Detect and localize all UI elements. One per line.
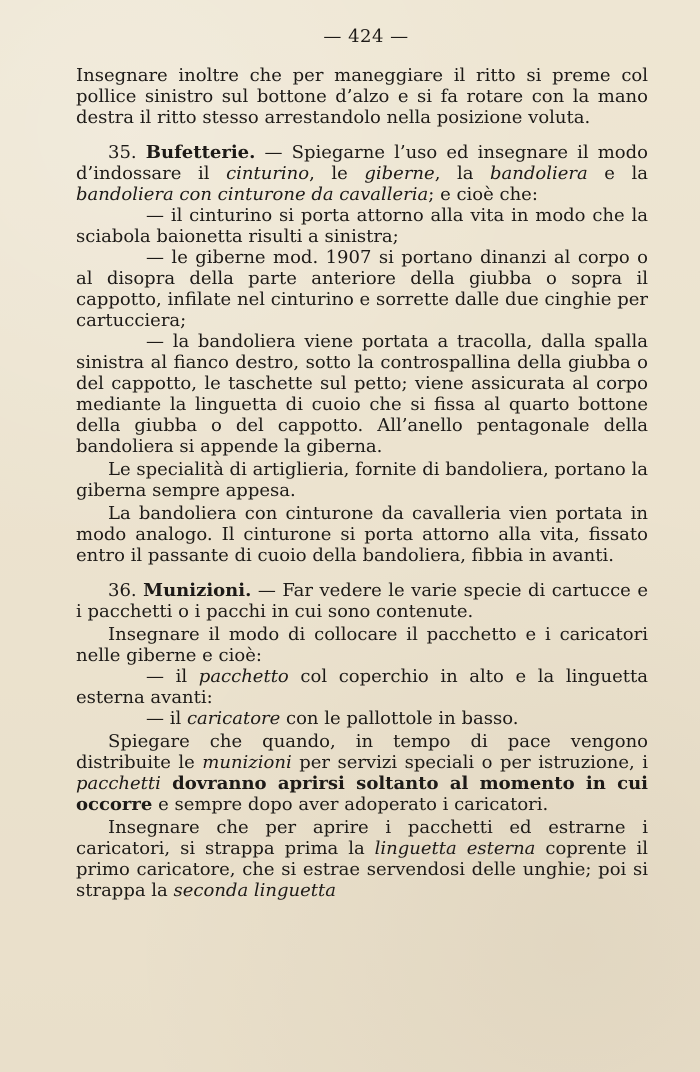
document-content [76, 65, 648, 901]
section-35-sep-2: , la [434, 163, 491, 184]
paragraph-munizioni-distribuite [76, 731, 648, 815]
paragraph-artiglieria: Le specialità di artiglieria, fornite di bandoliera, portano la giberna sempre appesa. [76, 459, 648, 501]
paragraph-sight-operation: Insegnare inoltre che per maneggiare il ritto si preme col pollice sinistro sul bottone d’alzo e si fa rotare con la mano destra il ritto stesso arrestandolo nella posizione voluta. [76, 65, 648, 128]
emphasis-aprirsi-momento: dovranno aprirsi soltanto al momento in cui occorre [76, 773, 648, 815]
section-36-title: Munizioni. [143, 580, 252, 601]
list-item-caricatore [76, 708, 648, 729]
paragraph-munizioni-mid: per servizi speciali o per istruzione, i [291, 752, 648, 773]
term-giberne: giberne [364, 163, 435, 184]
section-35-title: Bufetterie. [145, 142, 256, 163]
term-bandoliera-cavalleria: bandoliera con cinturone da cavalleria [76, 184, 429, 205]
section-36-paragraph [76, 580, 648, 622]
list-item-pacchetto [76, 666, 648, 708]
list-item-giberne: — le giberne mod. 1907 si portano dinanzi al corpo o al disopra della parte anteriore della giubba o sopra il cappotto, infilate nel cinturino e sorrette dalle due cinghie per cartucciera; [76, 247, 648, 331]
term-linguetta-esterna: linguetta esterna [374, 838, 536, 859]
paragraph-munizioni-tail: e sempre dopo aver adoperato i caricatori. [152, 794, 549, 815]
section-36-number: 36. [108, 580, 137, 601]
section-35-sep-1: , le [309, 163, 365, 184]
term-pacchetto: pacchetto [198, 666, 289, 687]
term-pacchetti: pacchetti [76, 773, 161, 794]
term-bandoliera: bandoliera [490, 163, 588, 184]
paragraph-collocare: Insegnare il modo di collocare il pacchetto e i caricatori nelle giberne e cioè: [76, 624, 648, 666]
paragraph-aprire-lead: Insegnare che per aprire i pacchetti ed estrarne i caricatori, si strappa prima la [76, 817, 648, 859]
list-item-caricatore-lead: — il [146, 708, 187, 729]
page-number: — 424 — [323, 26, 409, 47]
section-35-number: 35. [108, 142, 137, 163]
list-item-caricatore-tail: con le pallottole in basso. [280, 708, 519, 729]
term-caricatore: caricatore [186, 708, 281, 729]
list-item-cinturino: — il cinturino si porta attorno alla vita in modo che la sciabola baionetta risulti a sinistra; [76, 205, 648, 247]
list-item-pacchetto-tail: col coperchio in alto e la linguetta esterna avanti: [76, 666, 648, 708]
list-item-bandoliera: — la bandoliera viene portata a tracolla, dalla spalla sinistra al fianco destro, sotto la controspallina della giubba o del cappotto, le taschette sul petto; viene assicurata al corpo mediante la linguetta di cuoio che si fissa al quarto bottone della giubba o del cappotto. All’anello pentagonale della bandoliera si appende la giberna. [76, 331, 648, 457]
section-35-lead: — Spiegarne l’uso ed insegnare il modo d’indossare il [76, 142, 648, 184]
paragraph-cinturone: La bandoliera con cinturone da cavalleria vien portata in modo analogo. Il cinturone si porta attorno alla vita, fissato entro il passante di cuoio della bandoliera, fibbia in avanti. [76, 503, 648, 566]
section-36-lead: — Far vedere le varie specie di cartucce e i pacchetti o i pacchi in cui sono contenute. [76, 580, 648, 622]
term-seconda-linguetta: seconda linguetta [173, 880, 336, 901]
list-item-pacchetto-lead: — il [146, 666, 199, 687]
term-cinturino: cinturino [226, 163, 310, 184]
paragraph-aprire-mid: coprente il primo caricatore, che si estrae servendosi delle unghie; poi si strappa la [76, 838, 649, 901]
paragraph-aprire-pacchetti [76, 817, 648, 901]
section-35-paragraph [76, 142, 648, 205]
section-35-tail: ; e cioè che: [428, 184, 538, 205]
term-munizioni: munizioni [202, 752, 292, 773]
section-35-sep-3: e la [587, 163, 649, 184]
paragraph-munizioni-lead: Spiegare che quando, in tempo di pace vengono distribuite le [76, 731, 648, 773]
